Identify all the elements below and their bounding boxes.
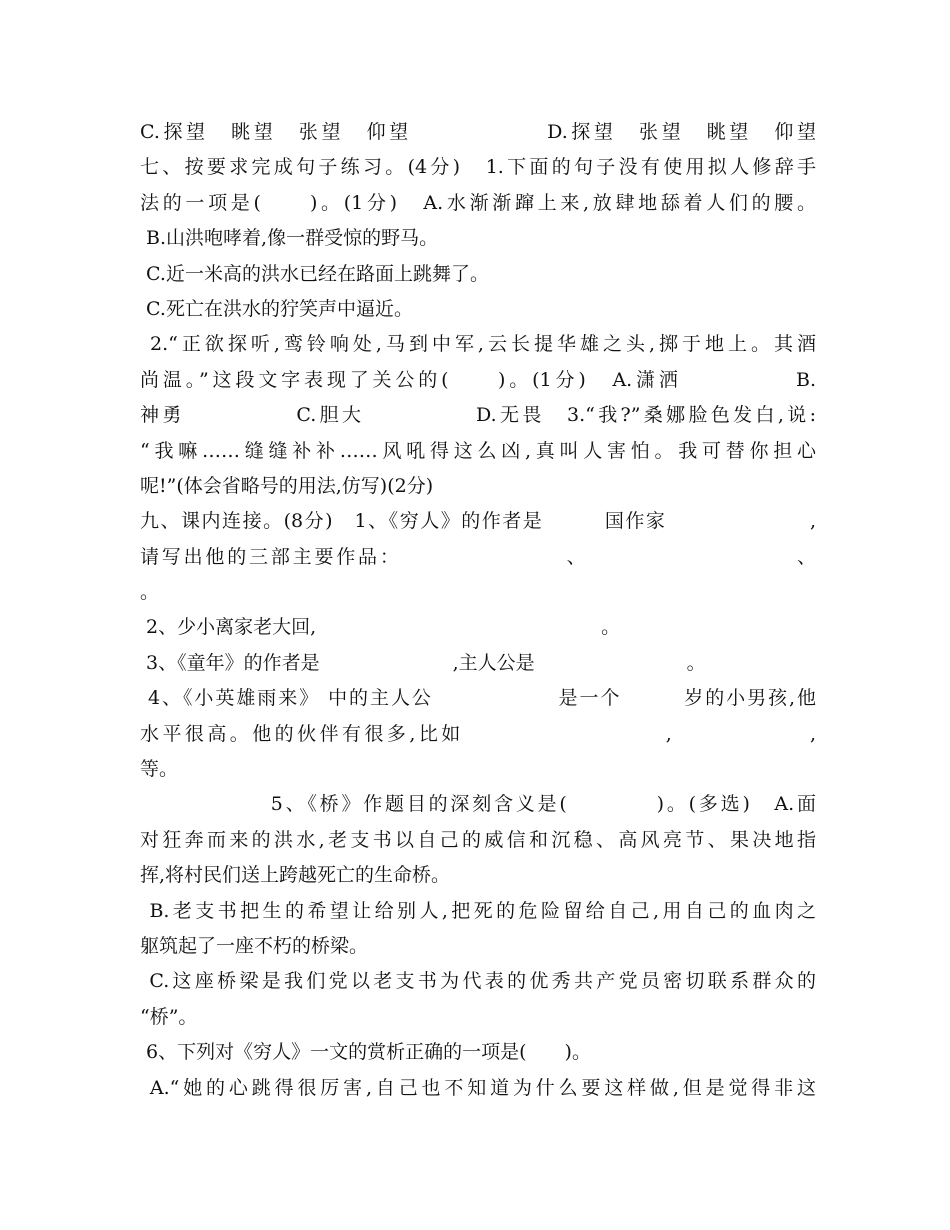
question-line: 尚温。”这段文字表现了关公的( )。(1分) A.潇洒 B.	[140, 368, 816, 391]
option-line: A.“她的心跳得很厉害,自己也不知道为什么要这样做,但是觉得非这	[140, 1076, 816, 1099]
option-line: C.死亡在洪水的狞笑声中逼近。	[140, 297, 413, 320]
fill-blank-line: 等。	[140, 758, 179, 781]
question-line: 神勇 C.胆大 D.无畏 3.“我?”桑娜脸色发白,说:	[140, 404, 816, 427]
option-line: 躯筑起了一座不朽的桥梁。	[140, 934, 369, 957]
question-line: 2.“正欲探听,鸾铃响处,马到中军,云长提华雄之头,掷于地上。其酒	[140, 333, 816, 356]
option-line: 挥,将村民们送上跨越死亡的生命桥。	[140, 864, 451, 887]
option-line: B.山洪咆哮着,像一群受惊的野马。	[140, 227, 439, 250]
option-line: C.这座桥梁是我们党以老支书为代表的优秀共产党员密切联系群众的	[140, 970, 816, 993]
fill-blank-line: 。	[140, 581, 160, 604]
option-line: B.老支书把生的希望让给别人,把死的危险留给自己,用自己的血肉之	[140, 899, 816, 922]
question-line: 5、《桥》作题目的深刻含义是( )。(多选) A.面	[140, 793, 816, 816]
question-line: 法的一项是( )。(1分) A.水渐渐蹿上来,放肆地舔着人们的腰。	[140, 191, 816, 214]
section-7-heading-line: 七、按要求完成句子练习。(4分) 1.下面的句子没有使用拟人修辞手	[140, 156, 816, 179]
section-9-heading-line: 九、课内连接。(8分) 1、《穷人》的作者是 国作家 ,	[140, 510, 816, 533]
option-line: 对狂奔而来的洪水,老支书以自己的威信和沉稳、高风亮节、果决地指	[140, 828, 816, 851]
fill-blank-line: 4、《小英雄雨来》 中的主人公 是一个 岁的小男孩,他	[140, 687, 816, 710]
fill-blank-line: 请写出他的三部主要作品： 、 、	[140, 545, 816, 568]
option-line: “桥”。	[140, 1005, 198, 1028]
choice-line-c-d: C.探望 眺望 张望 仰望 D.探望 张望 眺望 仰望	[140, 121, 816, 143]
fill-blank-line: 3、《童年》的作者是 ,主人公是 。	[140, 651, 706, 674]
document-page	[140, 115, 816, 1106]
fill-blank-line: 2、少小离家老大回, 。	[140, 616, 621, 639]
question-line: 6、下列对《穷人》一文的赏析正确的一项是( )。	[140, 1041, 591, 1064]
fill-blank-line: 水平很高。他的伙伴有很多,比如 , ,	[140, 722, 816, 745]
option-line: C.近一米高的洪水已经在路面上跳舞了。	[140, 262, 489, 285]
question-line: 呢!”(体会省略号的用法,仿写)(2分)	[140, 474, 434, 497]
question-line: “我嘛……缝缝补补……风吼得这么凶,真叫人害怕。我可替你担心	[140, 439, 816, 462]
